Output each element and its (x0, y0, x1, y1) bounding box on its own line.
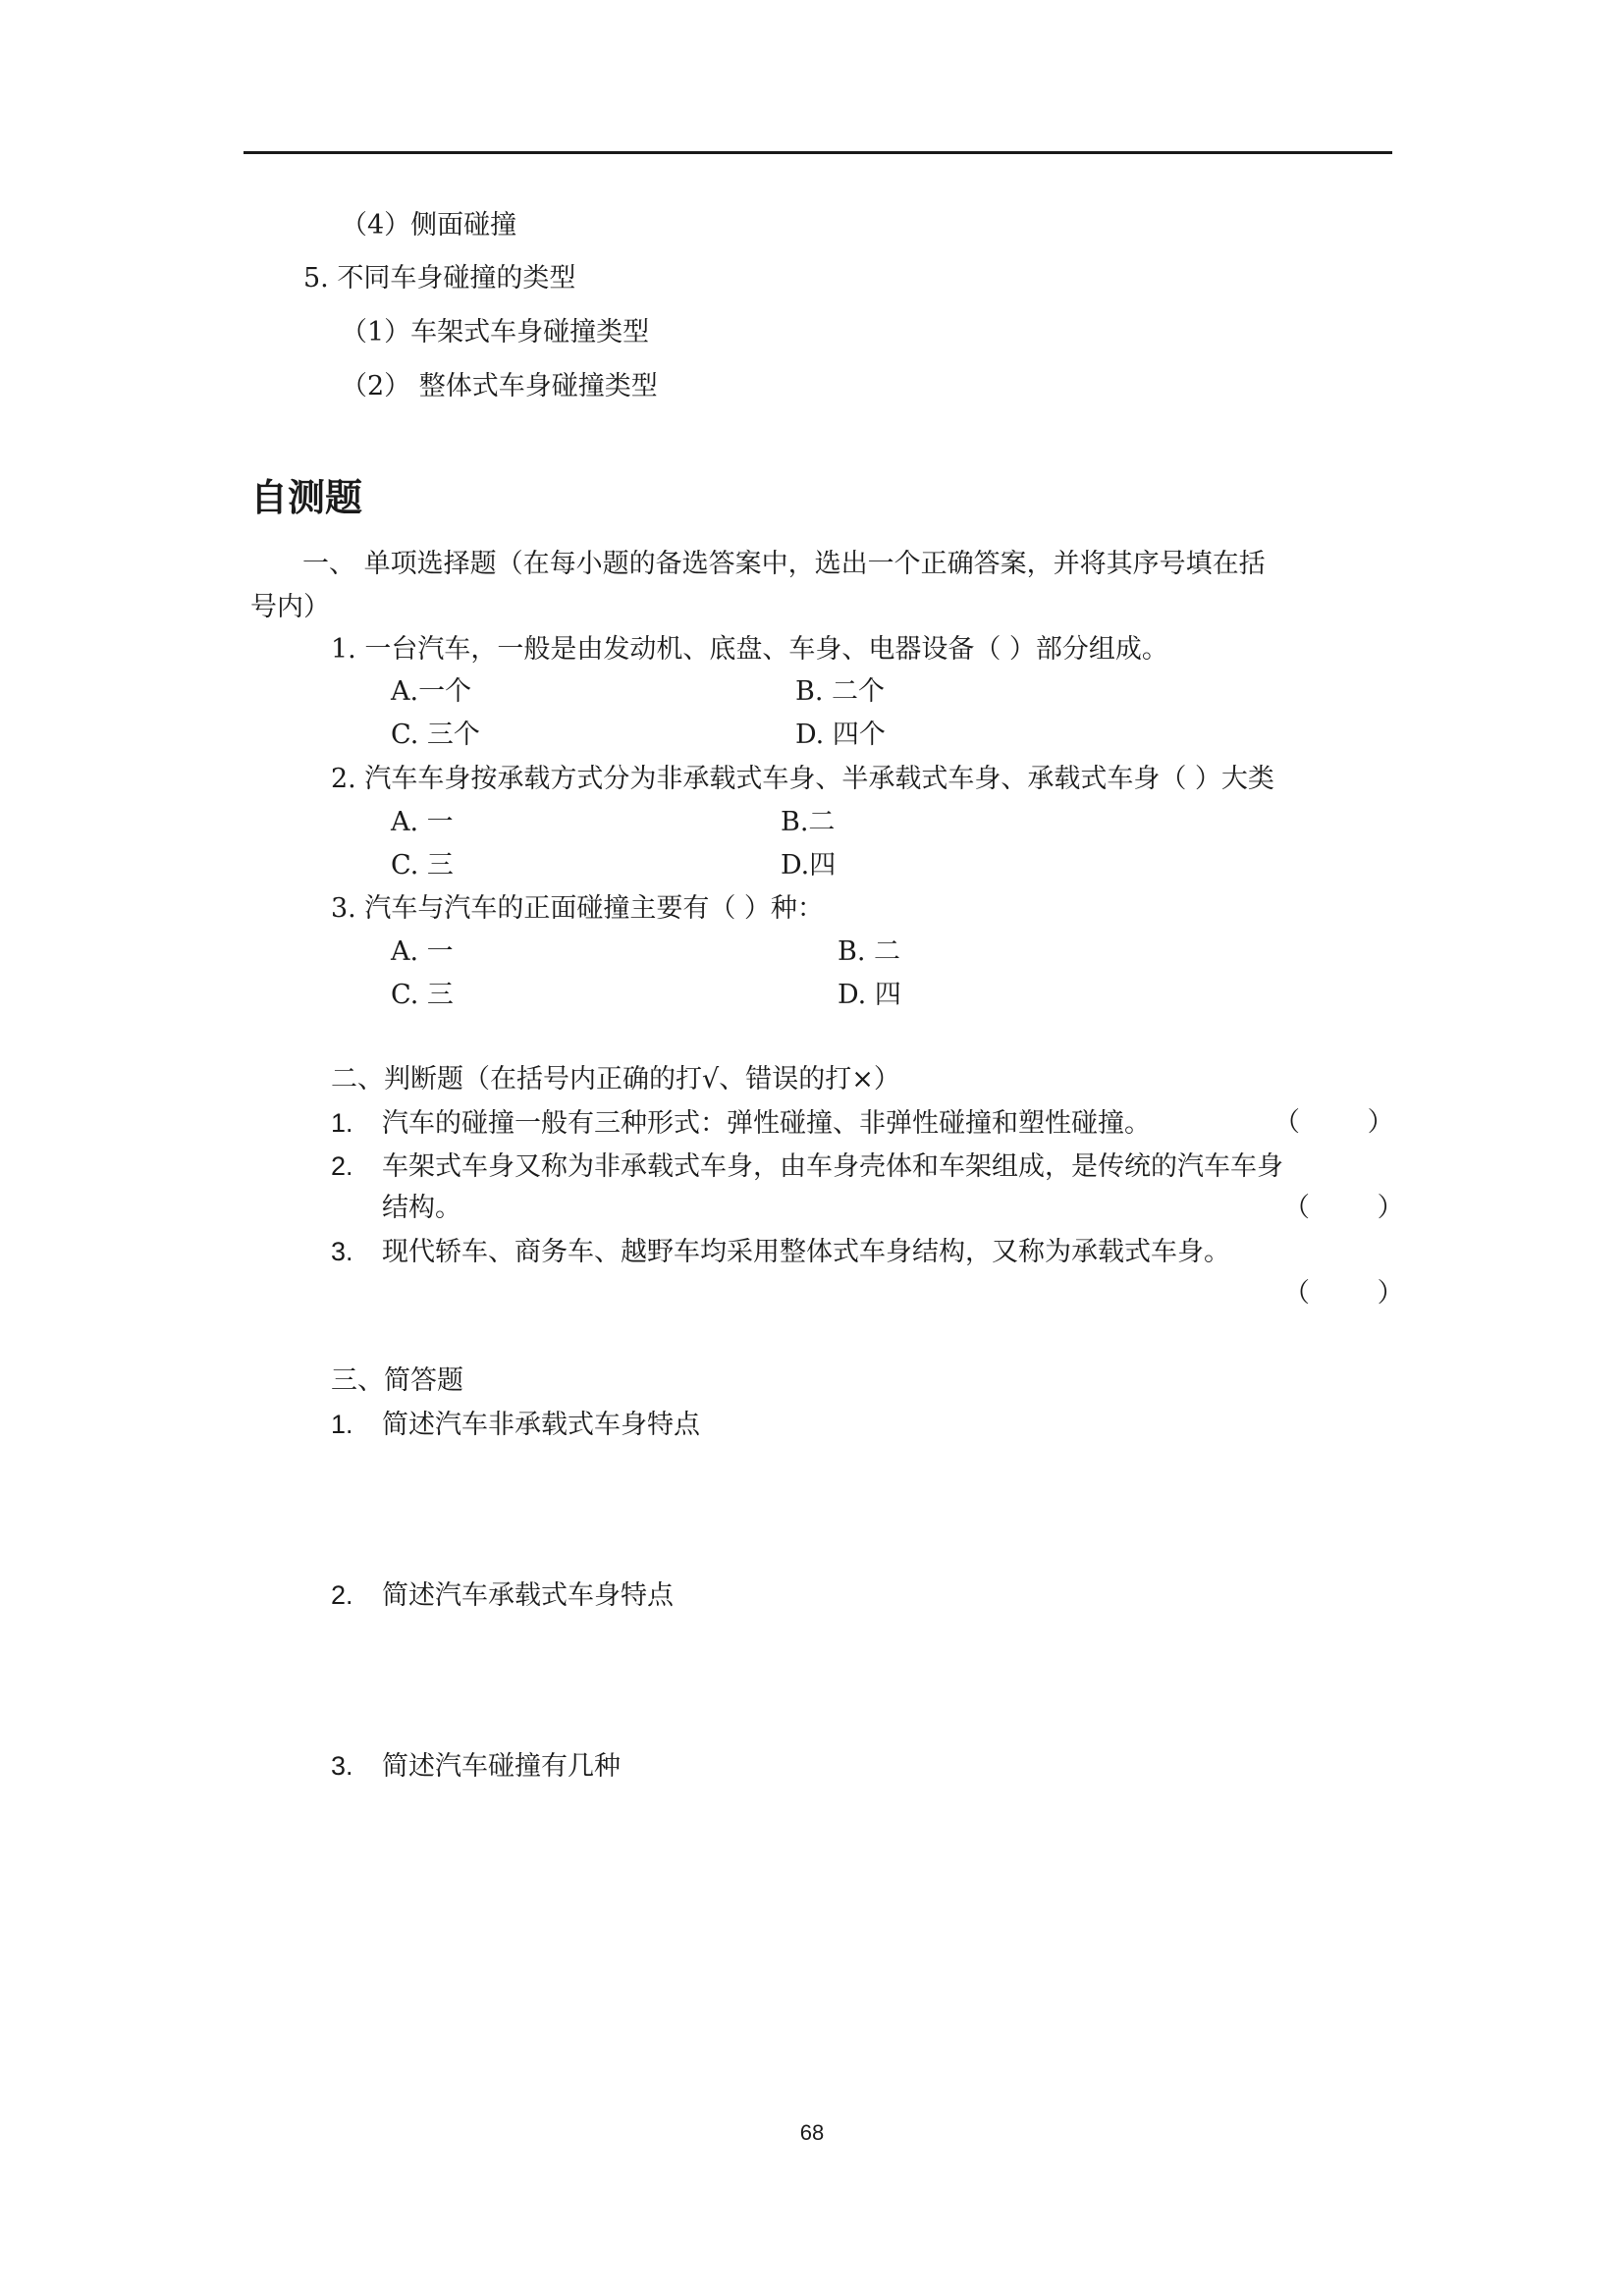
header-rule (244, 151, 1392, 154)
short-answer-1-number: 1. (331, 1410, 353, 1439)
q1-option-a: A.一个 (391, 676, 472, 707)
tf-item-1-answer-blank: （ ） (1273, 1107, 1394, 1138)
list-item-5: 5. 不同车身碰撞的类型 (303, 263, 576, 294)
q3-option-d: D. 四 (838, 980, 901, 1010)
tf-item-2-number: 2. (331, 1151, 353, 1181)
sub-item-2: （2） 整体式车身碰撞类型 (341, 371, 658, 401)
tf-item-3-answer-blank: （ ） (1283, 1278, 1404, 1308)
part2-intro: 二、判断题（在括号内正确的打√、错误的打×） (331, 1064, 900, 1095)
q1-text: 1. 一台汽车，一般是由发动机、底盘、车身、电器设备（ ）部分组成。 (331, 634, 1168, 665)
short-answer-1 (331, 1408, 700, 1442)
tf-item-1 (331, 1106, 1151, 1141)
q2-option-b: B.二 (781, 807, 836, 837)
q3-option-a: A. 一 (391, 936, 454, 967)
section-title: 自测题 (250, 476, 363, 519)
short-answer-3 (331, 1749, 621, 1784)
q2-option-d: D.四 (781, 850, 837, 881)
sub-item-1: （1）车架式车身碰撞类型 (341, 317, 650, 347)
short-answer-3-number: 3. (331, 1751, 353, 1781)
page-number: 68 (799, 2120, 825, 2145)
q2-text: 2. 汽车车身按承载方式分为非承载式车身、半承载式车身、承载式车身（ ）大类 (331, 764, 1274, 794)
tf-item-2-text-cont: 结构。 (382, 1193, 461, 1223)
short-answer-2-number: 2. (331, 1580, 353, 1610)
tf-item-2 (331, 1149, 1283, 1184)
q1-option-c: C. 三个 (391, 720, 480, 750)
short-answer-3-text: 简述汽车碰撞有几种 (382, 1751, 621, 1782)
list-item-4: （4）侧面碰撞 (341, 210, 517, 240)
part1-intro-line1: 一、 单项选择题（在每小题的备选答案中，选出一个正确答案，并将其序号填在括 (302, 549, 1266, 579)
part3-intro: 三、简答题 (331, 1365, 463, 1396)
tf-item-1-text: 汽车的碰撞一般有三种形式：弹性碰撞、非弹性碰撞和塑性碰撞。 (382, 1108, 1151, 1139)
q2-option-a: A. 一 (391, 807, 454, 837)
tf-item-3-text: 现代轿车、商务车、越野车均采用整体式车身结构，又称为承载式车身。 (382, 1237, 1230, 1267)
tf-item-1-number: 1. (331, 1108, 353, 1138)
tf-item-3-number: 3. (331, 1237, 353, 1266)
q1-option-d: D. 四个 (795, 720, 886, 750)
tf-item-2-answer-blank: （ ） (1283, 1193, 1404, 1223)
short-answer-1-text: 简述汽车非承载式车身特点 (382, 1410, 700, 1440)
q2-option-c: C. 三 (391, 850, 454, 881)
q3-option-c: C. 三 (391, 980, 454, 1010)
part1-intro-line2: 号内） (250, 592, 330, 622)
q3-text: 3. 汽车与汽车的正面碰撞主要有（ ）种： (331, 893, 824, 924)
q3-option-b: B. 二 (838, 936, 901, 967)
tf-item-2-text: 车架式车身又称为非承载式车身，由车身壳体和车架组成，是传统的汽车车身 (382, 1151, 1283, 1182)
q1-option-b: B. 二个 (795, 676, 886, 707)
tf-item-3 (331, 1235, 1230, 1269)
short-answer-2-text: 简述汽车承载式车身特点 (382, 1580, 674, 1611)
short-answer-2 (331, 1578, 674, 1613)
